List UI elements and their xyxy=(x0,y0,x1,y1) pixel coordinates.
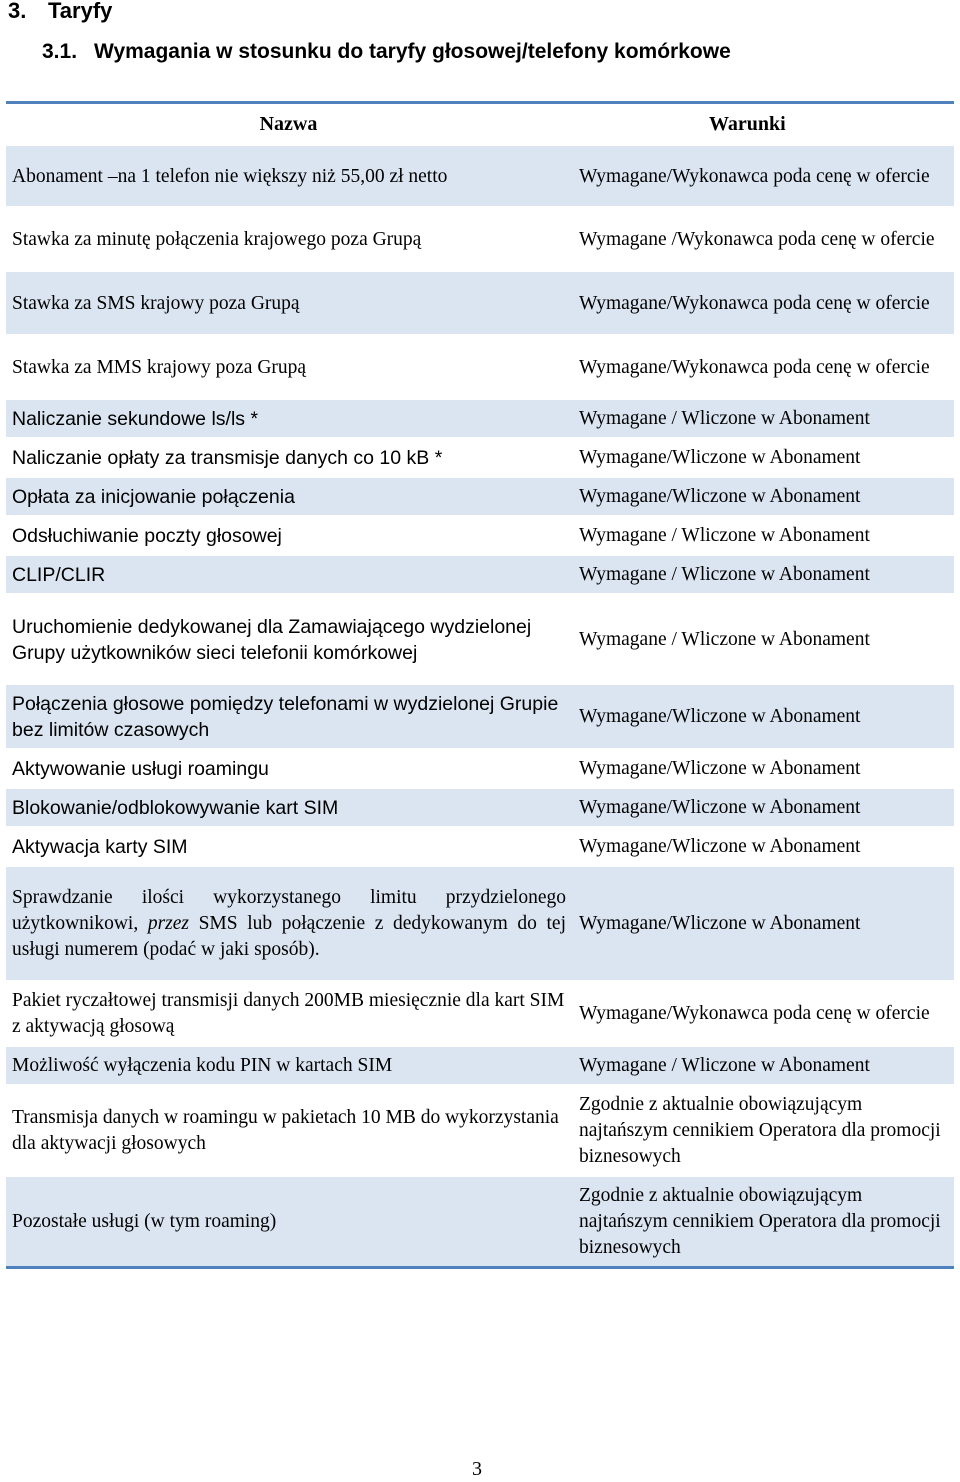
table-row xyxy=(6,516,954,555)
subsection-number: 3.1. xyxy=(42,40,78,63)
cell-warunki: Wymagane /Wykonawca poda cenę w ofercie xyxy=(571,207,954,271)
cell-warunki: Wymagane/Wliczone w Abonament xyxy=(571,788,954,827)
table-row xyxy=(6,1176,954,1268)
cell-warunki: Wymagane / Wliczone w Abonament xyxy=(571,1046,954,1085)
cell-warunki: Wymagane/Wliczone w Abonament xyxy=(571,827,954,866)
subsection-heading xyxy=(42,40,731,64)
cell-nazwa: Transmisja danych w roamingu w pakietach 10 MB do wykorzystania dla aktywacji głosowych xyxy=(6,1085,571,1176)
section-title: Taryfy xyxy=(48,0,113,23)
cell-nazwa: Stawka za SMS krajowy poza Grupą xyxy=(6,271,571,335)
cell-warunki: Wymagane / Wliczone w Abonament xyxy=(571,399,954,438)
cell-warunki: Wymagane/Wliczone w Abonament xyxy=(571,684,954,749)
cell-nazwa: Pozostałe usługi (w tym roaming) xyxy=(6,1176,571,1268)
cell-warunki: Wymagane/Wliczone w Abonament xyxy=(571,438,954,477)
cell-warunki: Wymagane/Wliczone w Abonament xyxy=(571,749,954,788)
tariff-requirements-table xyxy=(6,101,954,1269)
cell-warunki: Wymagane / Wliczone w Abonament xyxy=(571,555,954,594)
cell-nazwa: Opłata za inicjowanie połączenia xyxy=(6,477,571,516)
table-row xyxy=(6,749,954,788)
table-row xyxy=(6,788,954,827)
cell-warunki: Wymagane/Wykonawca poda cenę w ofercie xyxy=(571,981,954,1046)
table-row xyxy=(6,207,954,271)
table-row xyxy=(6,866,954,981)
cell-warunki: Wymagane/Wykonawca poda cenę w ofercie xyxy=(571,145,954,207)
subsection-title: Wymagania w stosunku do taryfy głosowej/telefony komórkowe xyxy=(94,40,731,63)
cell-nazwa: Naliczanie sekundowe ls/ls * xyxy=(6,399,571,438)
table-row xyxy=(6,399,954,438)
table-row xyxy=(6,684,954,749)
emphasis: przez xyxy=(147,913,189,934)
header-warunki: Warunki xyxy=(571,103,954,146)
cell-nazwa: Aktywacja karty SIM xyxy=(6,827,571,866)
cell-nazwa: Połączenia głosowe pomiędzy telefonami w wydzielonej Grupie bez limitów czasowych xyxy=(6,684,571,749)
cell-nazwa: Sprawdzanie ilości wykorzystanego limitu przydzielonego użytkownikowi, przez SMS lub połączenie z dedykowanym do tej usługi numerem (podać w jaki sposób). xyxy=(6,866,571,981)
table-row xyxy=(6,438,954,477)
table-header-row xyxy=(6,103,954,146)
cell-warunki: Wymagane / Wliczone w Abonament xyxy=(571,516,954,555)
table-row xyxy=(6,827,954,866)
cell-nazwa: Stawka za MMS krajowy poza Grupą xyxy=(6,335,571,399)
cell-warunki: Zgodnie z aktualnie obowiązującym najtańszym cennikiem Operatora dla promocji biznesowych xyxy=(571,1176,954,1268)
table-row xyxy=(6,1046,954,1085)
cell-warunki: Wymagane / Wliczone w Abonament xyxy=(571,594,954,684)
table-row xyxy=(6,477,954,516)
cell-warunki: Wymagane/Wliczone w Abonament xyxy=(571,866,954,981)
table-row xyxy=(6,594,954,684)
header-nazwa: Nazwa xyxy=(6,103,571,146)
page-number: 3 xyxy=(472,1458,482,1480)
table-row xyxy=(6,1085,954,1176)
table-row xyxy=(6,981,954,1046)
cell-warunki: Wymagane/Wykonawca poda cenę w ofercie xyxy=(571,335,954,399)
cell-nazwa: Aktywowanie usługi roamingu xyxy=(6,749,571,788)
cell-nazwa: Możliwość wyłączenia kodu PIN w kartach SIM xyxy=(6,1046,571,1085)
cell-nazwa: Abonament –na 1 telefon nie większy niż 55,00 zł netto xyxy=(6,145,571,207)
cell-nazwa: Uruchomienie dedykowanej dla Zamawiającego wydzielonej Grupy użytkowników sieci telefonii komórkowej xyxy=(6,594,571,684)
cell-nazwa: Pakiet ryczałtowej transmisji danych 200MB miesięcznie dla kart SIM z aktywacją głosową xyxy=(6,981,571,1046)
cell-nazwa: Stawka za minutę połączenia krajowego poza Grupą xyxy=(6,207,571,271)
cell-nazwa: CLIP/CLIR xyxy=(6,555,571,594)
cell-nazwa: Blokowanie/odblokowywanie kart SIM xyxy=(6,788,571,827)
cell-warunki: Zgodnie z aktualnie obowiązującym najtańszym cennikiem Operatora dla promocji biznesowych xyxy=(571,1085,954,1176)
section-number: 3. xyxy=(8,0,27,23)
cell-nazwa: Naliczanie opłaty za transmisje danych co 10 kB * xyxy=(6,438,571,477)
table-row xyxy=(6,335,954,399)
cell-nazwa: Odsłuchiwanie poczty głosowej xyxy=(6,516,571,555)
table-row xyxy=(6,145,954,207)
table-row xyxy=(6,271,954,335)
section-heading xyxy=(8,0,112,24)
cell-warunki: Wymagane/Wykonawca poda cenę w ofercie xyxy=(571,271,954,335)
cell-warunki: Wymagane/Wliczone w Abonament xyxy=(571,477,954,516)
table-row xyxy=(6,555,954,594)
